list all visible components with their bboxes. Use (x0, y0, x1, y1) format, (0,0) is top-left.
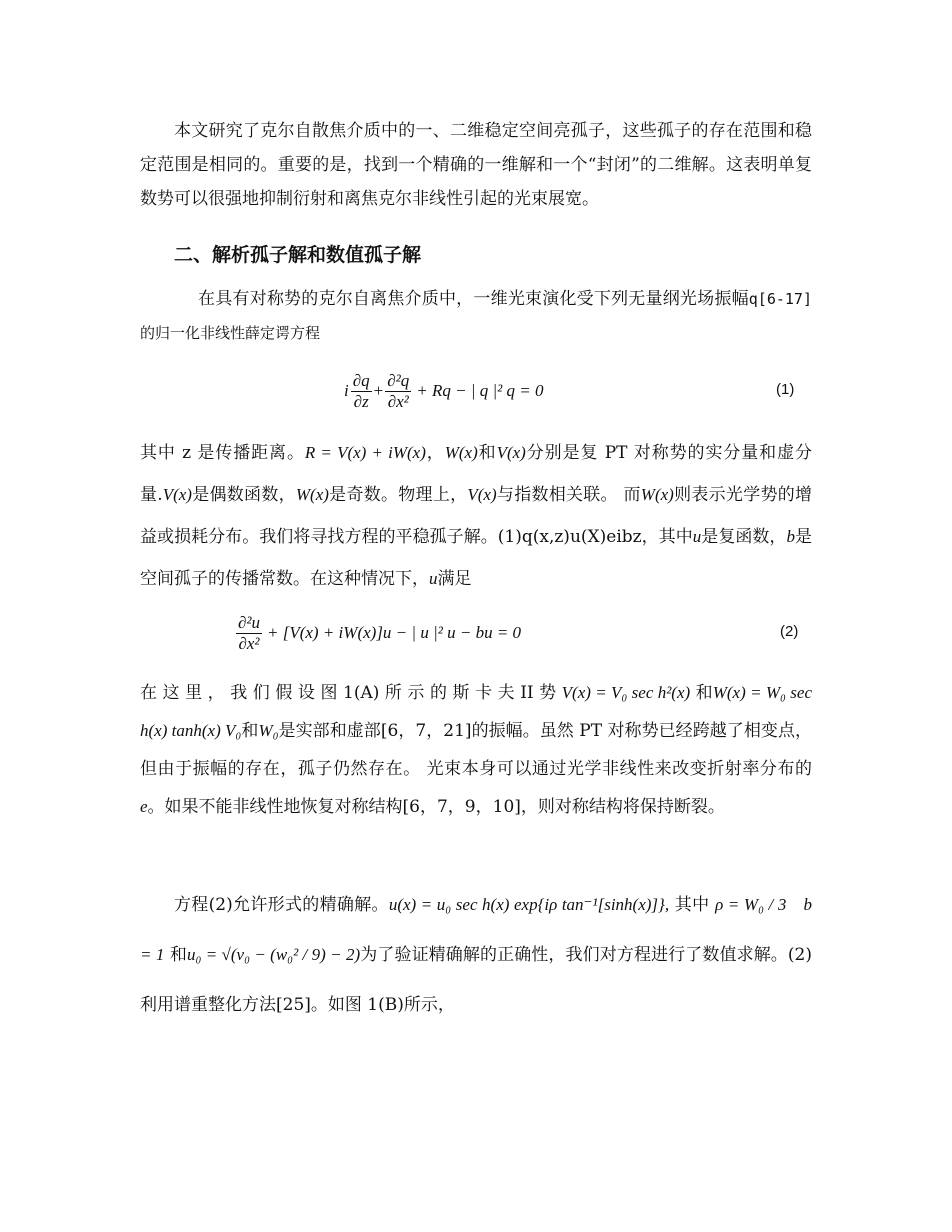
math-inline: W(x) = W₀ sec h(x) tanh(x) V₀ (140, 683, 812, 740)
math-inline: W(x) (444, 443, 478, 462)
paragraph-text: 在具有对称势的克尔自离焦介质中，一维光束演化受下列无量纲光场振幅 (198, 289, 749, 309)
equation-2 (234, 608, 521, 658)
fraction-numerator: ∂q (352, 370, 370, 390)
eq-symbol: i (344, 381, 349, 400)
paragraph-text: 分别是复 PT 对称势的实分量和虚分量. (140, 443, 813, 505)
math-inline: W₀ (258, 721, 279, 740)
section-heading: 二、解析孤子解和数值孤子解 (174, 244, 422, 266)
paragraph-text: 和 (241, 721, 259, 741)
math-inline: V(x) (467, 485, 497, 504)
math-inline: W(x) (295, 485, 329, 504)
paragraph-text: 是空间孤子的传播常数。在这种情况下， (140, 527, 813, 589)
paragraph-text: q[6-17]的归一化非线性薛定谔方程 (140, 290, 812, 342)
paragraph-definitions (140, 432, 812, 600)
paragraph-text: ， (425, 443, 445, 463)
fraction (351, 371, 372, 412)
paragraph-text: 为了验证精确解的正确性，我们对方程进行了数值求解。(2)利用谱重整化方法[25]。如图 1(B)所示， (140, 945, 812, 1015)
intro-paragraph: 本文研究了克尔自散焦介质中的一、二维稳定空间亮孤子，这些孤子的存在范围和稳定范围是相同的。重要的是，找到一个精确的一维解和一个“封闭”的二维解。这表明单复数势可以很强地抑制衍射和离焦克尔非线性引起的光束展宽。 (140, 121, 812, 209)
equation-number: (2) (780, 623, 799, 640)
equation-number: (1) (776, 381, 795, 398)
fraction-numerator: ∂²q (387, 370, 410, 390)
math-inline: W(x) (640, 485, 674, 504)
fraction-denominator: ∂x² (238, 633, 260, 653)
math-inline: b = 1 (140, 895, 812, 964)
paragraph-text: 和 (169, 945, 187, 965)
fraction (236, 613, 262, 654)
math-inline: u (692, 527, 702, 546)
paragraph-text: 其中 (669, 895, 710, 915)
math-inline: V(x) (496, 443, 526, 462)
math-inline: V(x) = V₀ sec h²(x) (561, 683, 691, 702)
paragraph-exact-solution (140, 880, 812, 1030)
math-inline: e (140, 797, 148, 816)
paragraph-intro-equation (140, 282, 812, 350)
math-inline: b (786, 527, 795, 546)
eq-operator: + (373, 381, 384, 400)
math-inline: R = V(x) + iW(x) (304, 443, 426, 462)
paragraph-text: 满足 (437, 569, 472, 589)
paragraph-text: 是复函数， (701, 527, 787, 547)
fraction-denominator: ∂z (353, 391, 369, 411)
paragraph-text: 则表示光学势的增益或损耗分布。我们将寻找方程的平稳孤子解。(1)q(x,z)u(X)eibz，其中 (140, 485, 813, 547)
paragraph-text: 方程(2)允许形式的精确解。 (174, 895, 389, 915)
paragraph-text: 和 (690, 683, 713, 703)
paragraph-text: 是实部和虚部[6，7，21]的振幅。虽然 PT 对称势已经跨越了相变点，但由于振幅的存在，孤子仍然存在。 光束本身可以通过光学非线性来改变折射率分布的 (140, 721, 812, 779)
fraction-numerator: ∂²u (238, 612, 260, 632)
math-inline: ρ = W₀ / 3 (715, 895, 787, 914)
paragraph-text: 是奇数。物理上， (328, 485, 468, 505)
eq-expression: + [V(x) + iW(x)]u − | u |² u − bu = 0 (267, 623, 522, 642)
paragraph-text: 在 这 里 ， 我 们 假 设 图 1(A) 所 示 的 斯 卡 夫 II 势 (140, 683, 562, 703)
fraction-denominator: ∂x² (387, 391, 409, 411)
equation-1 (344, 366, 543, 416)
paragraph-text: 和 (477, 443, 497, 463)
math-inline: u (429, 569, 438, 588)
math-inline: u(x) = u₀ sec h(x) exp{iρ tan⁻¹[sinh(x)]}, (388, 895, 670, 914)
paragraph-text: 是偶数函数， (191, 485, 296, 505)
paragraph-text: 。如果不能非线性地恢复对称结构[6，7，9，10]，则对称结构将保持断裂。 (147, 797, 725, 817)
paragraph-text: 与指数相关联。 而 (496, 485, 641, 505)
eq-expression: + Rq − | q |² q = 0 (416, 381, 544, 400)
paragraph-potential (140, 674, 812, 826)
paragraph-text: 其中 z 是传播距离。 (140, 443, 305, 463)
math-inline: u₀ = √(v₀ − (w₀² / 9) − 2) (186, 945, 361, 964)
math-inline: V(x) (162, 485, 192, 504)
fraction (385, 371, 411, 412)
